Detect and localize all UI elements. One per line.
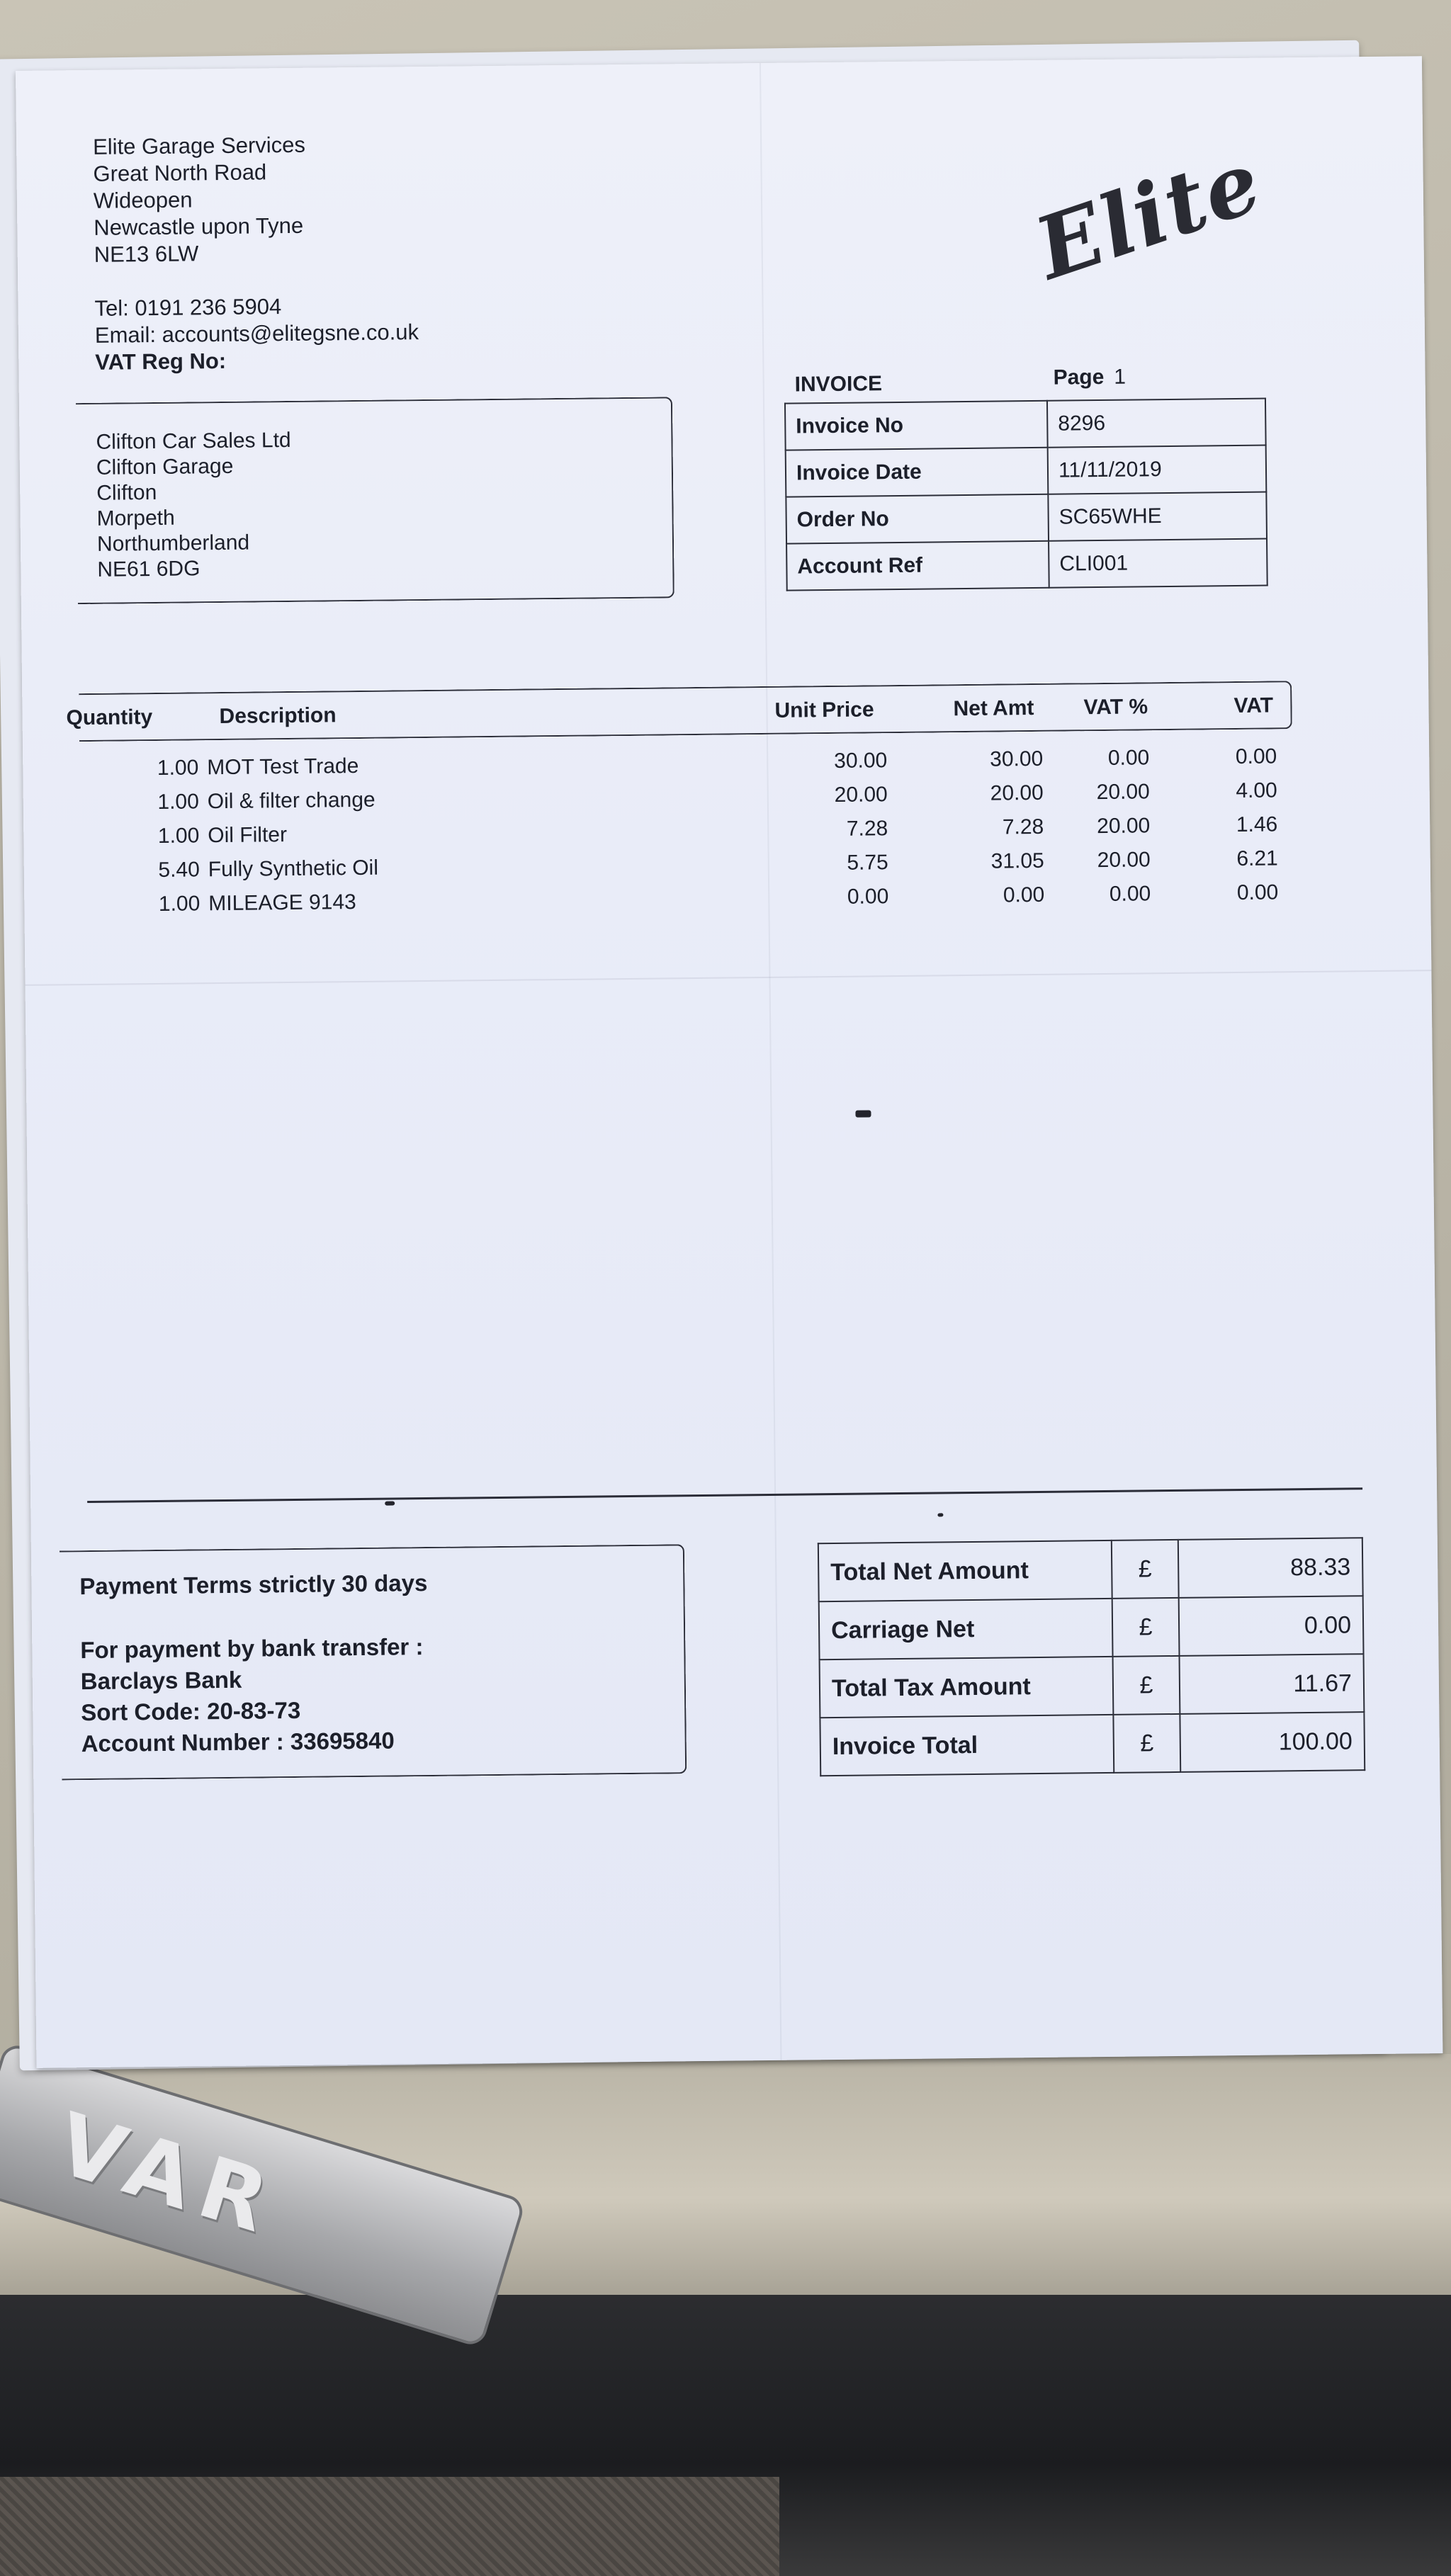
elite-logo: Elite (1024, 131, 1274, 300)
ink-speck (937, 1513, 943, 1516)
invoice-total-value: 100.00 (1180, 1712, 1365, 1772)
invoice-title: INVOICE (794, 372, 883, 397)
currency-symbol: £ (1112, 1598, 1180, 1657)
company-name: Elite Garage Services (92, 132, 306, 159)
carriage-net-value: 0.00 (1179, 1596, 1364, 1656)
total-tax-label: Total Tax Amount (820, 1657, 1114, 1718)
item-quantity: 1.00 (158, 892, 201, 916)
item-unit-price: 7.28 (846, 817, 888, 841)
item-vat-percent: 0.00 (1109, 882, 1151, 906)
invoice-date-value: 11/11/2019 (1048, 446, 1267, 494)
net-amt-header: Net Amt (953, 696, 1034, 721)
item-vat-percent: 20.00 (1097, 848, 1151, 873)
bank-name: Barclays Bank (80, 1666, 242, 1695)
car-floor (0, 2295, 1451, 2576)
company-contact (94, 292, 419, 376)
company-address (93, 132, 307, 268)
customer-address-box (76, 397, 674, 604)
company-postcode: NE13 6LW (94, 241, 199, 267)
table-row (785, 399, 1266, 450)
order-no-label: Order No (786, 494, 1049, 544)
items-header (66, 681, 1292, 742)
table-row (786, 446, 1267, 497)
payment-terms-box (60, 1544, 687, 1780)
account-ref-label: Account Ref (786, 541, 1049, 591)
item-description: MOT Test Trade (207, 754, 359, 780)
currency-symbol: £ (1113, 1714, 1180, 1773)
ink-speck (855, 1110, 871, 1117)
currency-symbol: £ (1112, 1540, 1179, 1599)
description-header: Description (219, 703, 337, 729)
unit-price-header: Unit Price (774, 698, 874, 722)
item-vat: 6.21 (1236, 846, 1278, 871)
table-row (819, 1596, 1364, 1659)
company-tel: Tel: 0191 236 5904 (94, 294, 282, 321)
paper-fold-vertical (760, 63, 782, 2060)
quantity-header: Quantity (66, 705, 153, 730)
currency-symbol: £ (1113, 1656, 1180, 1715)
customer-address (96, 428, 292, 583)
carriage-net-label: Carriage Net (819, 1599, 1113, 1659)
sill-plate-text: VAR (45, 2094, 290, 2255)
table-row (786, 539, 1267, 591)
item-net-amount: 31.05 (990, 849, 1044, 873)
customer-line: Northumberland (96, 530, 250, 556)
invoice-no-value: 8296 (1047, 399, 1266, 448)
table-row (820, 1712, 1365, 1776)
item-net-amount: 30.00 (990, 747, 1044, 771)
item-vat: 0.00 (1236, 880, 1279, 905)
item-quantity: 5.40 (158, 858, 200, 882)
account-number: Account Number : 33695840 (81, 1727, 395, 1757)
customer-line: Morpeth (96, 506, 175, 530)
page-number: 1 (1114, 365, 1127, 389)
order-no-value: SC65WHE (1048, 492, 1267, 541)
item-vat: 4.00 (1236, 778, 1277, 803)
customer-line: Clifton Car Sales Ltd (96, 428, 291, 454)
invoice-total-label: Invoice Total (820, 1715, 1114, 1776)
item-description: MILEAGE 9143 (208, 890, 356, 916)
sort-code: Sort Code: 20-83-73 (81, 1696, 301, 1726)
item-unit-price: 0.00 (847, 885, 889, 909)
total-net-label: Total Net Amount (818, 1541, 1112, 1601)
item-quantity: 1.00 (157, 790, 199, 814)
table-row (818, 1538, 1363, 1601)
item-net-amount: 7.28 (1002, 815, 1044, 839)
total-tax-value: 11.67 (1180, 1654, 1365, 1714)
totals-table (818, 1537, 1365, 1776)
company-locality: Wideopen (93, 187, 193, 213)
item-unit-price: 5.75 (847, 851, 888, 875)
item-description: Oil Filter (208, 823, 288, 848)
item-quantity: 1.00 (157, 824, 200, 848)
customer-line: NE61 6DG (97, 557, 201, 581)
divider (87, 1487, 1362, 1503)
bank-transfer-line: For payment by bank transfer : (80, 1633, 424, 1664)
invoice-no-label: Invoice No (785, 401, 1048, 450)
total-net-value: 88.33 (1178, 1538, 1363, 1598)
customer-line: Clifton (96, 480, 157, 505)
customer-line: Clifton Garage (96, 454, 234, 480)
vat-reg-label: VAT Reg No: (95, 348, 227, 375)
item-vat-percent: 20.00 (1097, 814, 1151, 839)
item-vat: 1.46 (1236, 812, 1278, 837)
item-unit-price: 30.00 (834, 749, 888, 773)
item-vat: 0.00 (1235, 744, 1277, 769)
invoice-date-label: Invoice Date (786, 448, 1049, 497)
vat-pct-header: VAT % (1083, 695, 1148, 720)
page-indicator (1053, 365, 1126, 390)
invoice-sheet (16, 56, 1442, 2068)
item-net-amount: 0.00 (1003, 883, 1045, 907)
page-label: Page (1053, 365, 1105, 390)
ink-speck (385, 1502, 395, 1506)
payment-terms: Payment Terms strictly 30 days (79, 1570, 428, 1600)
floor-mat (0, 2477, 779, 2576)
invoice-details-table (784, 398, 1268, 591)
account-ref-value: CLI001 (1049, 539, 1267, 588)
item-description: Oil & filter change (207, 788, 376, 814)
item-net-amount: 20.00 (990, 781, 1044, 805)
company-city: Newcastle upon Tyne (94, 212, 304, 240)
vat-header: VAT (1233, 693, 1274, 718)
paper-fold (26, 970, 1432, 986)
item-unit-price: 20.00 (834, 783, 888, 807)
item-quantity: 1.00 (157, 756, 199, 780)
company-email: Email: accounts@elitegsne.co.uk (94, 319, 419, 348)
table-row (820, 1654, 1365, 1718)
company-street: Great North Road (93, 159, 267, 186)
item-vat-percent: 20.00 (1096, 780, 1150, 805)
table-row (786, 492, 1267, 544)
item-description: Fully Synthetic Oil (208, 856, 379, 882)
item-vat-percent: 0.00 (1107, 746, 1150, 770)
